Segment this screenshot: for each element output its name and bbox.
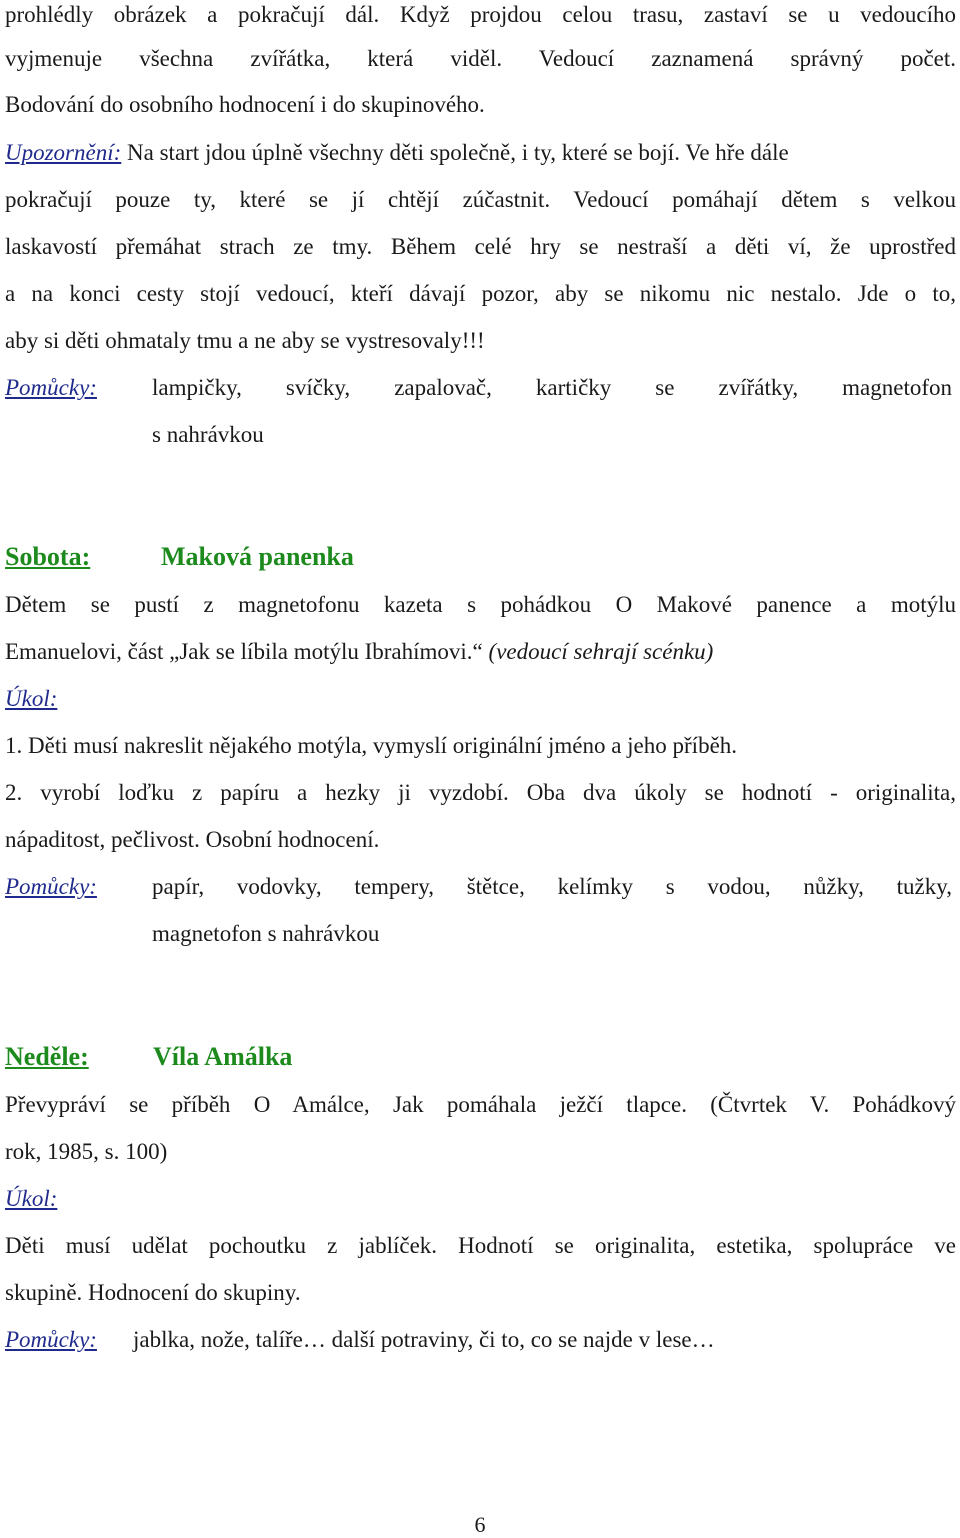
section-day: Sobota: <box>5 542 91 571</box>
tools-text: papír, vodovky, tempery, štětce, kelímky s vodou, nůžky, tužky, <box>152 874 952 899</box>
tools-text: jablka, nože, talíře… další potraviny, či to, co se najde v lese… <box>133 1327 715 1352</box>
body-line: Převypráví se příběh O Amálce, Jak pomáhala ježčí tlapce. (Čtvrtek V. Pohádkový <box>5 1092 956 1117</box>
tools-text: magnetofon s nahrávkou <box>152 921 380 946</box>
warning-first-line: Na start jdou úplně všechny děti společně, i ty, které se bojí. Ve hře dále <box>127 140 789 165</box>
body-line: aby si děti ohmataly tmu a ne aby se vystresovaly!!! <box>5 328 485 353</box>
body-line: laskavostí přemáhat strach ze tmy. Během celé hry se nestraší a děti ví, že uprostřed <box>5 234 956 259</box>
tools-row <box>5 373 956 403</box>
page-number: 6 <box>474 1512 486 1537</box>
tools-text: lampičky, svíčky, zapalovač, kartičky se zvířátky, magnetofon <box>152 375 952 400</box>
body-line: a na konci cesty stojí vedoucí, kteří dávají pozor, aby se nikomu nic nestalo. Jde o to, <box>5 281 956 306</box>
tools-row-continuation <box>5 420 956 450</box>
section-day: Neděle: <box>5 1042 89 1071</box>
task-label: Úkol: <box>5 686 58 711</box>
section-heading-sunday <box>5 1040 293 1074</box>
tools-row-continuation <box>5 919 956 949</box>
task-heading <box>5 684 956 714</box>
warning-label: Upozornění: <box>5 140 122 165</box>
tools-row <box>5 872 956 902</box>
body-line: rok, 1985, s. 100) <box>5 1139 168 1164</box>
warning-line <box>5 138 956 168</box>
section-heading-saturday <box>5 540 354 574</box>
section-title: Maková panenka <box>161 542 354 571</box>
tools-row <box>5 1325 956 1355</box>
body-line <box>5 637 956 667</box>
intro-note: (vedoucí sehrají scénku) <box>488 639 714 664</box>
intro-text: Emanuelovi, část „Jak se líbila motýlu Ibrahímovi.“ <box>5 639 483 664</box>
tools-text: s nahrávkou <box>152 422 264 447</box>
task-heading <box>5 1184 956 1214</box>
task-item: 2. vyrobí loďku z papíru a hezky ji vyzdobí. Oba dva úkoly se hodnotí - originalita, <box>5 780 956 805</box>
task-item: nápaditost, pečlivost. Osobní hodnocení. <box>5 827 380 852</box>
body-line: Dětem se pustí z magnetofonu kazeta s pohádkou O Makové panence a motýlu <box>5 592 956 617</box>
task-label: Úkol: <box>5 1186 58 1211</box>
tools-label: Pomůcky: <box>5 1327 97 1352</box>
task-item: skupině. Hodnocení do skupiny. <box>5 1280 301 1305</box>
body-line: prohlédly obrázek a pokračují dál. Když projdou celou trasu, zastaví se u vedoucího <box>5 2 956 27</box>
section-title: Víla Amálka <box>153 1042 293 1071</box>
task-item: Děti musí udělat pochoutku z jablíček. Hodnotí se originalita, estetika, spolupráce ve <box>5 1233 956 1258</box>
body-line: Bodování do osobního hodnocení i do skupinového. <box>5 92 485 117</box>
tools-label: Pomůcky: <box>5 375 97 400</box>
tools-label: Pomůcky: <box>5 874 97 899</box>
body-line: pokračují pouze ty, které se jí chtějí zúčastnit. Vedoucí pomáhají dětem s velkou <box>5 187 956 212</box>
body-line: vyjmenuje všechna zvířátka, která viděl. Vedoucí zaznamená správný počet. <box>5 46 956 71</box>
task-item: 1. Děti musí nakreslit nějakého motýla, vymyslí originální jméno a jeho příběh. <box>5 733 738 758</box>
